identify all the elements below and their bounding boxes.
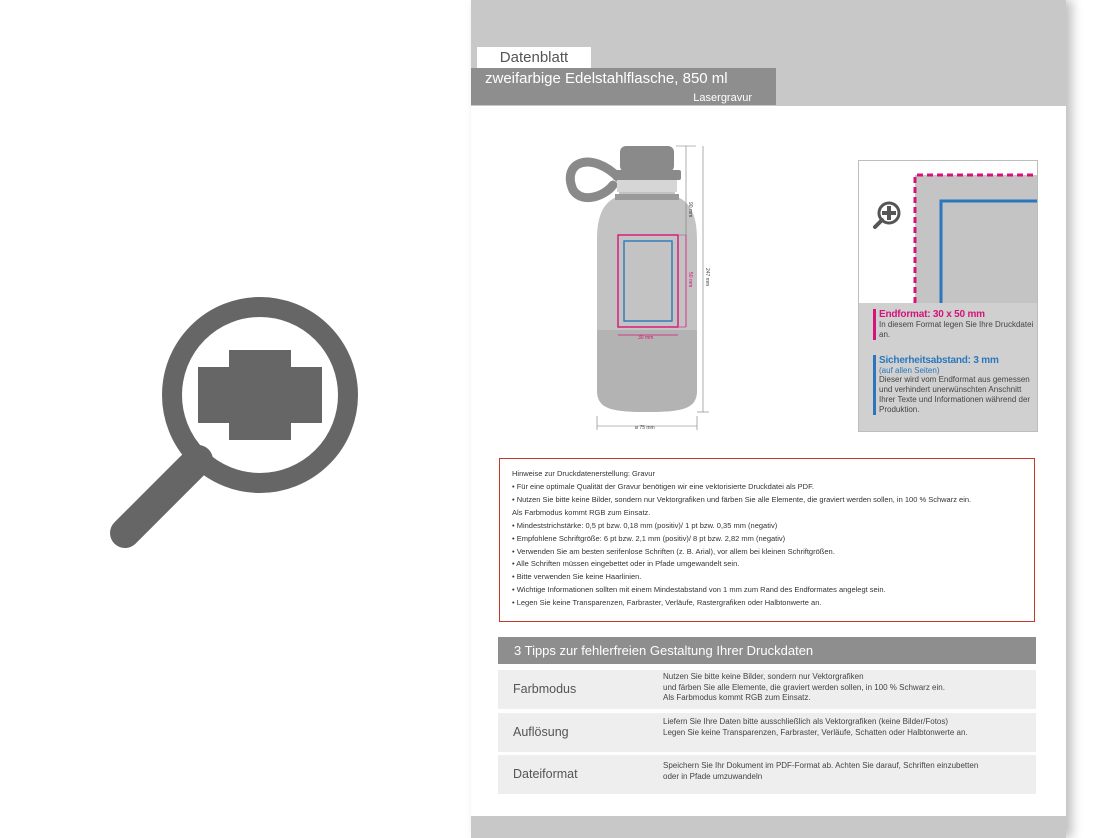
tip-row-aufloesung — [498, 713, 1036, 752]
hint-item: • Nutzen Sie bitte keine Bilder, sondern nur Vektorgrafiken und färben Sie alle Elemente, die graviert werden sollen, in 100 % Schwarz ein. — [512, 494, 972, 504]
safety-text: Dieser wird vom Endformat aus gemessen und verhindert unerwünschten Anschnitt Ihrer Texte und Informationen während der Produktion. — [879, 375, 1031, 414]
datasheet-page — [471, 0, 1066, 838]
title-bar — [471, 68, 776, 105]
dim-total-label: 247 mm — [704, 268, 710, 287]
tips-heading: 3 Tipps zur fehlerfreien Gestaltung Ihrer Druckdaten — [498, 637, 1036, 664]
endformat-text: In diesem Format legen Sie Ihre Druckdatei an. — [879, 320, 1034, 339]
hint-item: • Verwenden Sie am besten serifenlose Schriften (z. B. Arial), vor allem bei kleinen Schriftgrößen. — [512, 546, 835, 556]
dim-print-height-label: 50 mm — [687, 272, 693, 288]
hints-title: Hinweise zur Druckdatenerstellung: Gravur — [512, 469, 655, 478]
tip-text: Nutzen Sie bitte keine Bilder, sondern nur Vektorgrafiken und färben Sie alle Elemente, die graviert werden sollen, in 100 % Schwarz ein. Als Farbmodus kommt RGB zum Einsatz. — [663, 672, 945, 702]
zoom-in-small-icon[interactable] — [875, 203, 899, 227]
hint-item: • Alle Schriften müssen eingebettet oder in Pfade umgewandelt sein. — [512, 559, 740, 569]
format-preview-graphic — [859, 161, 1037, 303]
hint-item: • Bitte verwenden Sie keine Haarlinien. — [512, 572, 642, 582]
tip-label: Auflösung — [513, 725, 569, 739]
dim-print-width-label: 30 mm — [638, 335, 654, 341]
endformat-entry — [873, 309, 1039, 340]
format-legend — [858, 160, 1038, 432]
tip-text: Liefern Sie Ihre Daten bitte ausschließlich als Vektorgrafiken (keine Bilder/Fotos) Legen Sie keine Transparenzen, Farbraster, Verläufe, Schatten oder Halbtonwerte an. — [663, 717, 968, 737]
tip-row-dateiformat — [498, 755, 1036, 794]
safety-entry — [873, 355, 1039, 415]
doc-label: Datenblatt — [477, 47, 591, 68]
bottle-drawing — [551, 140, 731, 440]
safety-title: Sicherheitsabstand: 3 mm — [879, 355, 999, 366]
hint-item: • Empfohlene Schriftgröße: 6 pt bzw. 2,1 mm (positiv)/ 8 pt bzw. 2,82 mm (negativ) — [512, 533, 786, 543]
tip-label: Dateiformat — [513, 767, 578, 781]
tip-row-farbmodus — [498, 670, 1036, 709]
product-subtitle: Lasergravur — [693, 92, 752, 104]
hint-item: • Wichtige Informationen sollten mit einem Mindestabstand von 1 mm zum Rand des Endformates angelegt sein. — [512, 585, 886, 595]
zoom-in-icon[interactable] — [95, 290, 365, 560]
hint-item: • Legen Sie keine Transparenzen, Farbraster, Verläufe, Rastergrafiken oder Halbtonwerte an. — [512, 598, 822, 608]
hint-item: Als Farbmodus kommt RGB zum Einsatz. — [512, 507, 651, 517]
dim-diameter-label: ø 75 mm — [635, 425, 655, 431]
product-title: zweifarbige Edelstahlflasche, 850 ml — [485, 70, 728, 87]
print-hints-box — [499, 458, 1035, 622]
dim-top-label: 90 mm — [687, 202, 693, 218]
footer-band — [471, 816, 1066, 838]
tip-label: Farbmodus — [513, 682, 577, 696]
format-preview — [859, 161, 1037, 303]
safety-sub: (auf allen Seiten) — [879, 366, 940, 375]
endformat-title: Endformat: 30 x 50 mm — [879, 309, 985, 320]
tip-text: Speichern Sie Ihr Dokument im PDF-Format ab. Achten Sie darauf, Schriften einzubetten oder in Pfade umzuwandeln — [663, 761, 979, 781]
hint-item: • Für eine optimale Qualität der Gravur benötigen wir eine vektorisierte Druckdatei als PDF. — [512, 482, 814, 491]
hint-item: • Mindeststrichstärke: 0,5 pt bzw. 0,18 mm (positiv)/ 1 pt bzw. 0,35 mm (negativ) — [512, 520, 778, 530]
